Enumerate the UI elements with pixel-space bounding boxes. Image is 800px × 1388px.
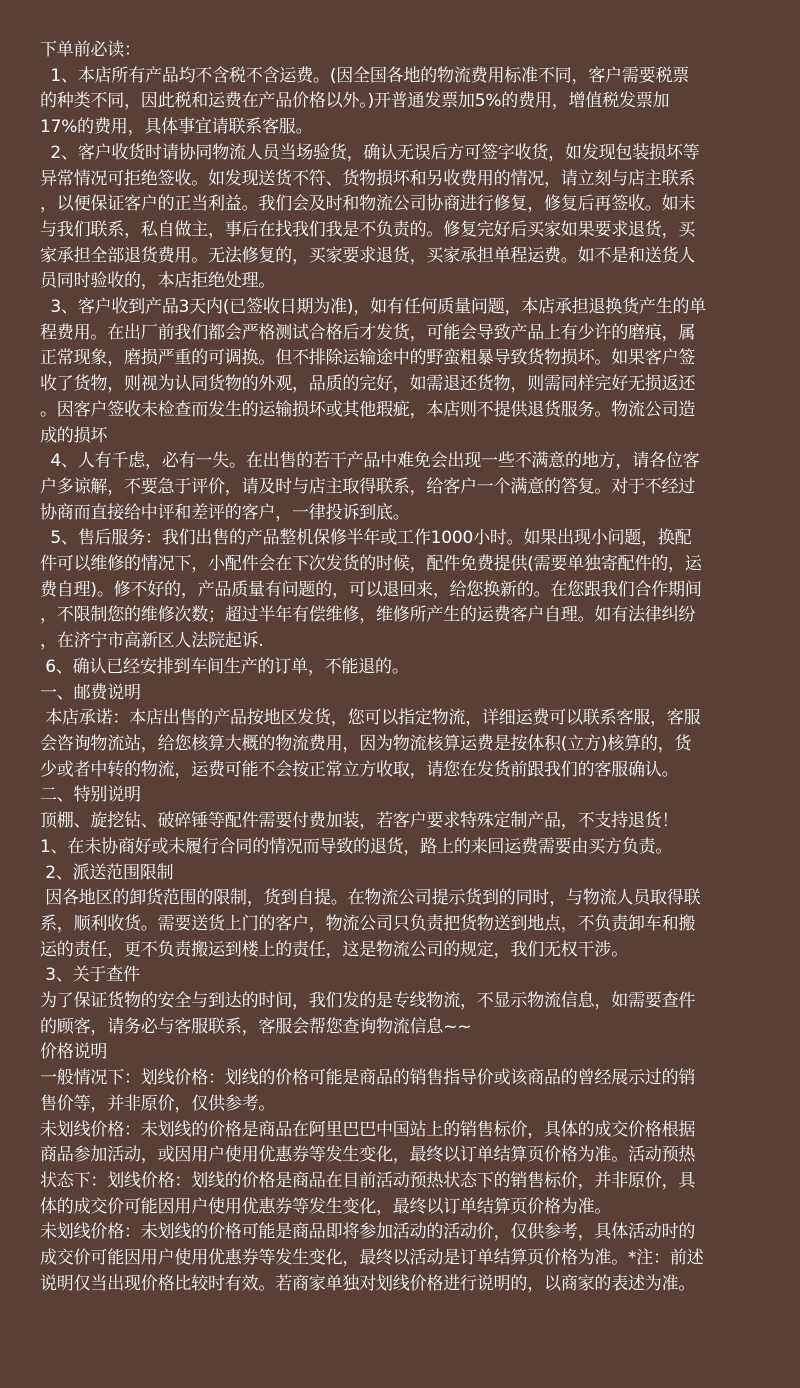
notice-line: 顶棚、旋挖钻、破碎锤等配件需要付费加装，若客户要求特殊定制产品，不支持退货！ bbox=[40, 811, 679, 832]
notice-line: 会咨询物流站，给您核算大概的物流费用，因为物流核算运费是按体积(立方)核算的，货 bbox=[40, 733, 692, 754]
notice-line: 下单前必读： bbox=[40, 40, 141, 60]
notice-line: 收了货物，则视为认同货物的外观，品质的完好，如需退还货物，则需同样完好无损返还 bbox=[40, 374, 696, 395]
notice-line: 一般情况下：划线价格：划线的价格可能是商品的销售指导价或该商品的曾经展示过的销 bbox=[40, 1068, 696, 1089]
notice-line: ，以便保证客户的正当利益。我们会及时和物流公司协商进行修复，修复后再签收。如未 bbox=[40, 194, 696, 215]
notice-line: 售价等，并非原价，仅供参考。 bbox=[40, 1093, 276, 1114]
notice-line: 本店承诺：本店出售的产品按地区发货，您可以指定物流，详细运费可以联系客服，客服 bbox=[40, 708, 701, 729]
notice-line: 体的成交价可能因用户使用优惠券等发生变化，最终以订单结算页价格为准。 bbox=[40, 1196, 612, 1217]
notice-line: 户多谅解，不要急于评价，请及时与店主取得联系，给客户一个满意的答复。对于不经过 bbox=[40, 476, 696, 497]
notice-line: 未划线价格：未划线的价格可能是商品即将参加活动的活动价，仅供参考，具体活动时的 bbox=[40, 1222, 696, 1243]
notice-line: 未划线价格：未划线的价格是商品在阿里巴巴中国站上的销售标价，具体的成交价格根据 bbox=[40, 1119, 696, 1140]
notice-line: 程费用。在出厂前我们都会严格测试合格后才发货，可能会导致产品上有少许的磨痕，属 bbox=[40, 322, 696, 343]
notice-line: 家承担全部退货费用。无法修复的，买家要求退货，买家承担单程运费。如不是和送货人 bbox=[40, 245, 696, 266]
notice-line: 协商而直接给中评和差评的客户，一律投诉到底。 bbox=[40, 502, 410, 523]
notice-line: 状态下：划线价格：划线的价格是商品在目前活动预热状态下的销售标价，并非原价，具 bbox=[40, 1170, 696, 1191]
notice-line: 因各地区的卸货范围的限制，货到自提。在物流公司提示货到的同时，与物流人员取得联 bbox=[40, 888, 701, 909]
notice-line: 成的损坏 bbox=[40, 425, 108, 446]
notice-line: 5、售后服务：我们出售的产品整机保修半年或工作1000小时。如果出现小问题，换配 bbox=[40, 528, 692, 549]
notice-line: ，在济宁市高新区人法院起诉. bbox=[40, 631, 264, 652]
notice-line: 与我们联系，私自做主，事后在找我们我是不负责的。修复完好后买家如果要求退货，买 bbox=[40, 219, 696, 240]
notice-line: 。因客户签收未检查而发生的运输损坏或其他瑕疵，本店则不提供退货服务。物流公司造 bbox=[40, 399, 696, 420]
notice-line: ，不限制您的维修次数；超过半年有偿维修，维修所产生的运费客户自理。如有法律纠纷 bbox=[40, 605, 696, 626]
notice-line: 1、在未协商好或未履行合同的情况而导致的退货，路上的来回运费需要由买方负责。 bbox=[40, 836, 673, 857]
notice-line: 商品参加活动，或因用户使用优惠券等发生变化，最终以订单结算页价格为准。活动预热 bbox=[40, 1145, 696, 1166]
notice-line: 一、邮费说明 bbox=[40, 682, 141, 703]
notice-line: 4、人有千虑，必有一失。在出售的若干产品中难免会出现一些不满意的地方，请各位客 bbox=[40, 451, 700, 472]
notice-line: 少或者中转的物流，运费可能不会按正常立方收取，请您在发货前跟我们的客服确认。 bbox=[40, 759, 679, 780]
notice-line: 成交价可能因用户使用优惠券等发生变化，最终以活动是订单结算页价格为准。*注：前述 bbox=[40, 1248, 704, 1269]
notice-line: 1、本店所有产品均不含税不含运费。(因全国各地的物流费用标准不同，客户需要税票 bbox=[40, 65, 690, 86]
notice-line: 的顾客，请务必与客服联系，客服会帮您查询物流信息~~ bbox=[40, 1016, 472, 1037]
notice-line: 2、客户收货时请协同物流人员当场验货，确认无误后方可签字收货，如发现包装损坏等 bbox=[40, 142, 700, 163]
notice-line: 说明仅当出现价格比较时有效。若商家单独对划线价格进行说明的，以商家的表述为准。 bbox=[40, 1273, 696, 1294]
notice-line: 3、客户收到产品3天内(已签收日期为准)，如有任何质量问题，本店承担退换货产生的单 bbox=[40, 297, 707, 318]
notice-line: 的种类不同，因此税和运费在产品价格以外。)开普通发票加5%的费用，增值税发票加 bbox=[40, 91, 670, 112]
notice-line: 正常现象，磨损严重的可调换。但不排除运输途中的野蛮粗暴导致货物损坏。如果客户签 bbox=[40, 348, 696, 369]
notice-line: 3、关于查件 bbox=[40, 965, 140, 986]
notice-line: 为了保证货物的安全与到达的时间，我们发的是专线物流，不显示物流信息，如需要查件 bbox=[40, 991, 696, 1012]
notice-line: 系，顺利收货。需要送货上门的客户，物流公司只负责把货物送到地点，不负责卸车和搬 bbox=[40, 913, 696, 934]
notice-line: 17%的费用，具体事宜请联系客服。 bbox=[40, 117, 313, 138]
notice-line: 异常情况可拒绝签收。如发现送货不符、货物损坏和另收费用的情况，请立刻与店主联系 bbox=[40, 168, 696, 189]
notice-line: 6、确认已经安排到车间生产的订单，不能退的。 bbox=[40, 656, 409, 677]
notice-line: 费自理)。修不好的，产品质量有问题的，可以退回来，给您换新的。在您跟我们合作期间 bbox=[40, 579, 702, 600]
notice-line: 员同时验收的，本店拒绝处理。 bbox=[40, 271, 276, 292]
notice-line: 件可以维修的情况下，小配件会在下次发货的时候，配件免费提供(需要单独寄配件的，运 bbox=[40, 554, 702, 575]
notice-line: 2、派送范围限制 bbox=[40, 862, 174, 883]
notice-line: 价格说明 bbox=[40, 1042, 108, 1063]
notice-line: 运的责任，更不负责搬运到楼上的责任，这是物流公司的规定，我们无权干涉。 bbox=[40, 939, 628, 960]
notice-line: 二、特别说明 bbox=[40, 785, 141, 806]
